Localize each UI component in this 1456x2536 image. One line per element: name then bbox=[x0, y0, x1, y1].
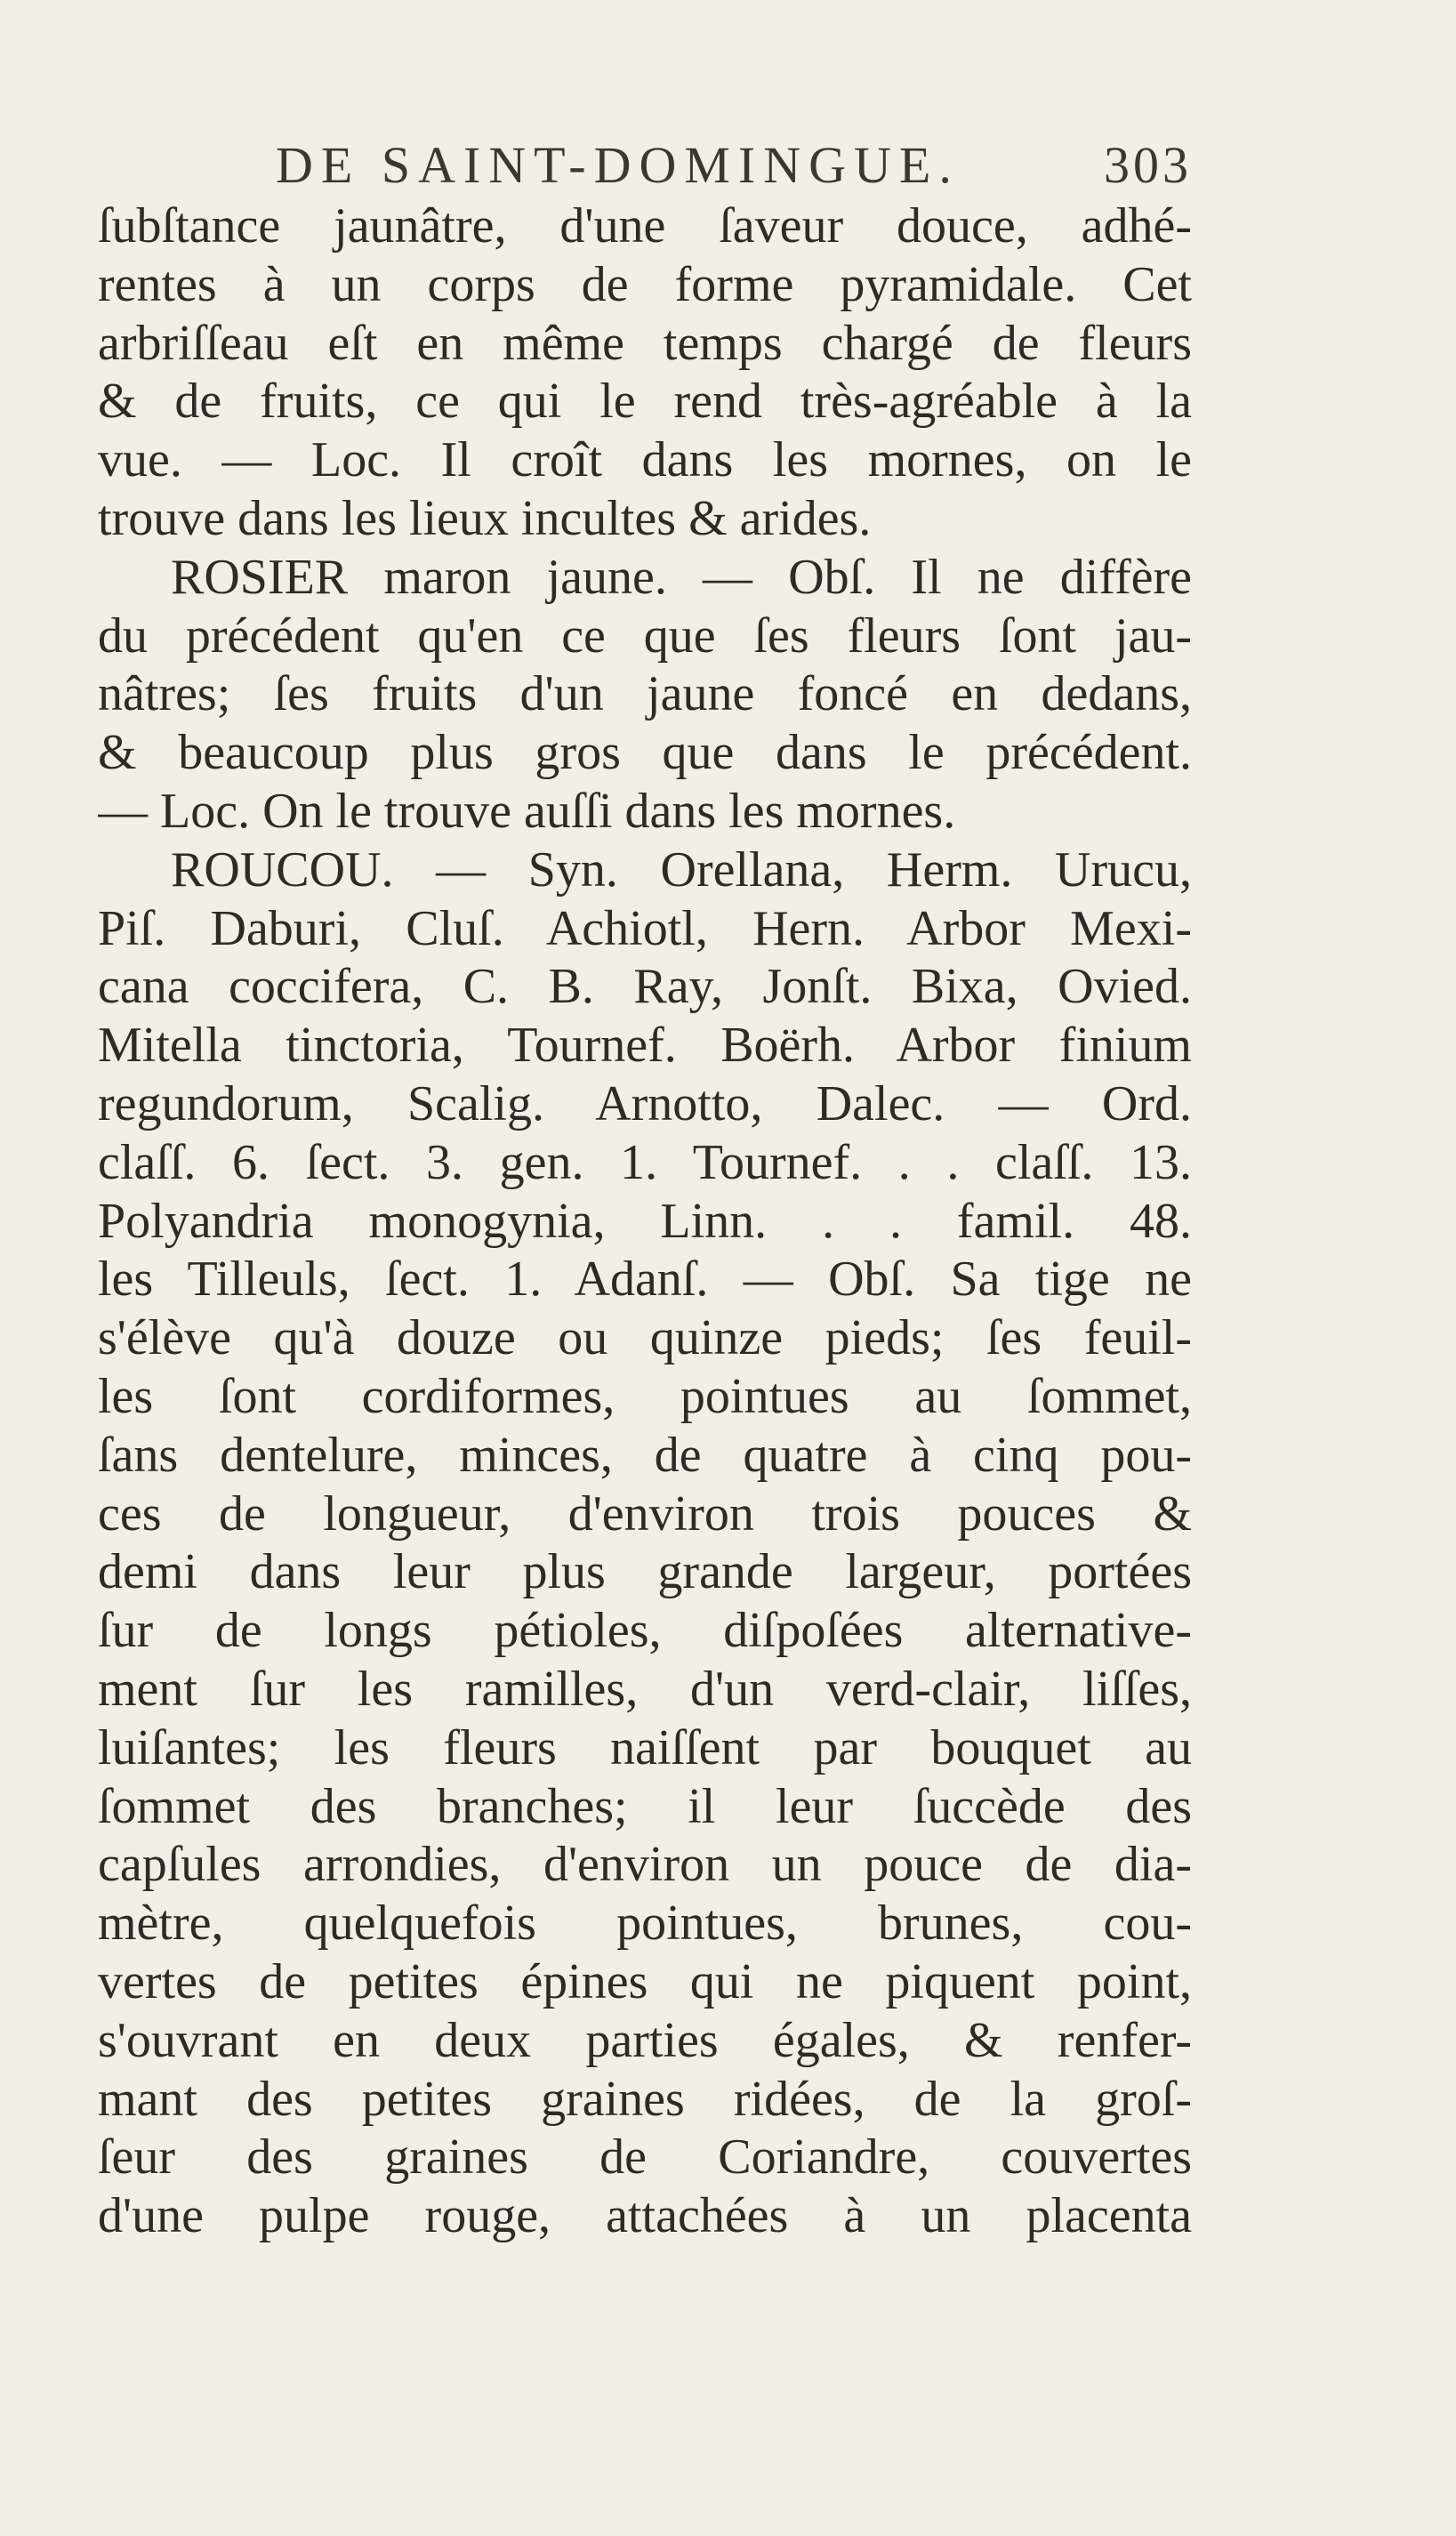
text-line: s'ouvrant en deux parties égales, & renfer- bbox=[98, 2012, 1192, 2068]
text-line: Polyandria monogynia, Linn. . . famil. 48. bbox=[98, 1193, 1192, 1249]
text-line: luiſantes; les fleurs naiſſent par bouquet au bbox=[98, 1719, 1192, 1775]
text-line: ſeur des graines de Coriandre, couvertes bbox=[98, 2129, 1192, 2186]
text-line: les Tilleuls, ſect. 1. Adanſ. — Obſ. Sa tige ne bbox=[98, 1252, 1192, 1308]
body-text bbox=[98, 197, 1192, 2246]
text-line: Piſ. Daburi, Cluſ. Achiotl, Hern. Arbor Mexi- bbox=[98, 900, 1192, 956]
text-line: & de fruits, ce qui le rend très-agréable à la bbox=[98, 374, 1192, 430]
text-line: — Loc. On le trouve auſſi dans les mornes. bbox=[98, 783, 956, 839]
text-line: ſommet des branches; il leur ſuccède des bbox=[98, 1778, 1192, 1834]
text-line: du précédent qu'en ce que ſes fleurs ſont jau- bbox=[98, 608, 1192, 664]
text-line: d'une pulpe rouge, attachées à un placenta bbox=[98, 2188, 1192, 2244]
text-line: & beaucoup plus gros que dans le précédent. bbox=[98, 725, 1192, 781]
text-line: vue. — Loc. Il croît dans les mornes, on le bbox=[98, 432, 1192, 488]
text-line: s'élève qu'à douze ou quinze pieds; ſes feuil- bbox=[98, 1310, 1192, 1366]
text-line: ces de longueur, d'environ trois pouces & bbox=[98, 1485, 1192, 1542]
page-header bbox=[98, 135, 1192, 197]
text-line: mètre, quelquefois pointues, brunes, cou- bbox=[98, 1896, 1192, 1952]
running-title: DE SAINT-DOMINGUE. bbox=[276, 136, 960, 194]
text-line: trouve dans les lieux incultes & arides. bbox=[98, 490, 872, 546]
text-line: vertes de petites épines qui ne piquent point, bbox=[98, 1953, 1192, 2009]
text-line: arbriſſeau eſt en même temps chargé de fleurs bbox=[98, 315, 1192, 371]
entry-rosier-start: ROSIER maron jaune. — Obſ. Il ne diffère bbox=[171, 549, 1192, 605]
text-line: ſubſtance jaunâtre, d'une ſaveur douce, adhé- bbox=[98, 198, 1192, 254]
text-line: les ſont cordiformes, pointues au ſommet, bbox=[98, 1368, 1192, 1424]
text-line: nâtres; ſes fruits d'un jaune foncé en dedans, bbox=[98, 666, 1192, 722]
entry-roucou-start: ROUCOU. — Syn. Orellana, Herm. Urucu, bbox=[171, 841, 1192, 898]
text-line: cana coccifera, C. B. Ray, Jonſt. Bixa, Ovied. bbox=[98, 959, 1192, 1015]
text-line: rentes à un corps de forme pyramidale. Cet bbox=[98, 256, 1192, 312]
text-line: mant des petites graines ridées, de la groſ- bbox=[98, 2071, 1192, 2127]
text-line: ſur de longs pétioles, diſpoſées alternative- bbox=[98, 1603, 1192, 1659]
text-line: capſules arrondies, d'environ un pouce de dia- bbox=[98, 1837, 1192, 1893]
text-line: claſſ. 6. ſect. 3. gen. 1. Tournef. . . claſſ. 13. bbox=[98, 1134, 1192, 1190]
page-number: 303 bbox=[1104, 136, 1192, 194]
text-line: regundorum, Scalig. Arnotto, Dalec. — Ord. bbox=[98, 1075, 1192, 1131]
text-line: demi dans leur plus grande largeur, portées bbox=[98, 1544, 1192, 1600]
text-line: Mitella tinctoria, Tournef. Boërh. Arbor finium bbox=[98, 1018, 1192, 1074]
text-line: ſans dentelure, minces, de quatre à cinq pou- bbox=[98, 1427, 1192, 1483]
text-line: ment ſur les ramilles, d'un verd-clair, liſſes, bbox=[98, 1661, 1192, 1717]
